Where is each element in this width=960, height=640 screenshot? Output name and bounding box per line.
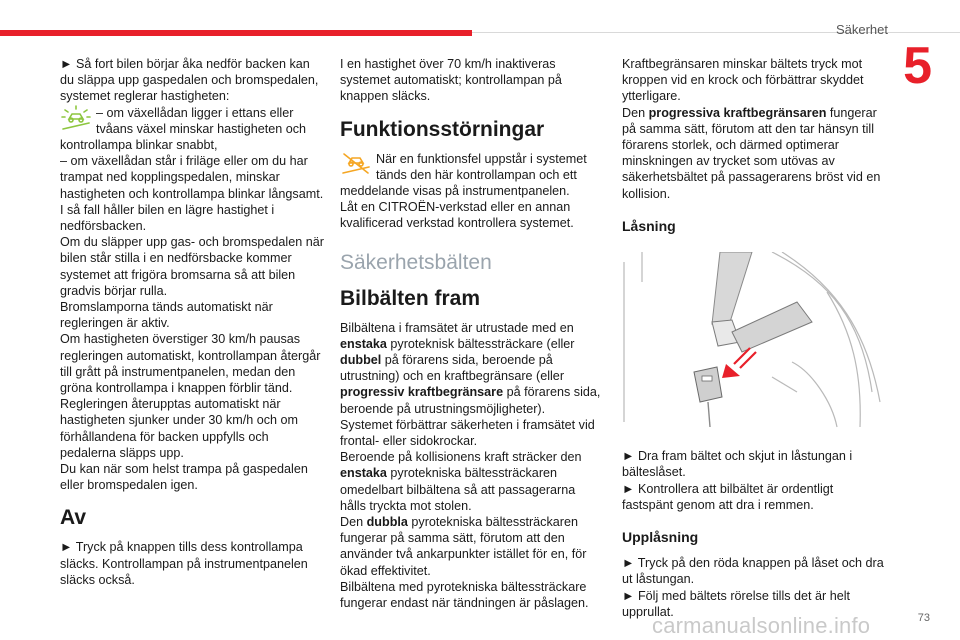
paragraph: När en funktionsfel uppstår i systemet tänds den här kontrollampan och ett bbox=[376, 151, 587, 182]
paragraph: I så fall håller bilen en lägre hastighet i nedförsbacken. bbox=[60, 202, 275, 234]
hill-descent-green-icon bbox=[60, 105, 92, 131]
paragraph: meddelande visas på instrumentpanelen. bbox=[340, 184, 570, 199]
paragraph: I en hastighet över 70 km/h inaktiveras systemet automatiskt; kontrollampan på knappen släcks. bbox=[340, 57, 562, 104]
paragraph: ► Så fort bilen börjar åka nedför backen kan du släppa upp gaspedalen och bromspedalen, systemet reglerar hastigheten: bbox=[60, 57, 319, 104]
page-number: 73 bbox=[917, 612, 930, 624]
paragraph: Kraftbegränsaren minskar bältets tryck mot kroppen vid en krock och förbättrar skyddet ytterligare. bbox=[622, 57, 864, 104]
hill-descent-fault-orange-icon bbox=[340, 151, 372, 177]
paragraph: ► Dra fram bältet och skjut in låstungan i bälteslåset. bbox=[622, 449, 853, 480]
paragraph: Systemet förbättrar säkerheten i framsätet vid frontal- eller sidokrockar. bbox=[340, 417, 595, 449]
seat-belt-illustration bbox=[622, 252, 884, 432]
heading-unlocking: Upplåsning bbox=[622, 529, 699, 546]
heading-malfunctions: Funktionsstörningar bbox=[340, 117, 545, 141]
header-accent-bar bbox=[0, 30, 472, 36]
paragraph: ► Följ med bältets rörelse tills det är helt upprullat. bbox=[622, 588, 851, 619]
paragraph: Bilbältena med pyrotekniska bältessträckare fungerar endast när tändningen är påslagen. bbox=[340, 579, 589, 611]
paragraph: Bilbältena i framsätet är utrustade med en enstaka pyroteknisk bältessträckare (eller dubbel på förarens sida, beroende på utrustning) och en kraftbegränsare (eller progressiv kraftbegränsare på förarens sida, beroende på utrustningsmöjligheter). bbox=[340, 320, 601, 416]
chapter-number: 5 bbox=[903, 37, 932, 95]
paragraph: Den progressiva kraftbegränsaren fungerar på samma sätt, förutom att den tar hänsyn till förarens storlek, och därmed optimerar minskningen av trycket som utövas av säkerhetsbältet på passagerarens bröst vid en kollision. bbox=[622, 105, 881, 201]
heading-front-belts: Bilbälten fram bbox=[340, 286, 481, 310]
icon-paragraph bbox=[60, 105, 324, 137]
paragraph: Om hastigheten överstiger 30 km/h pausas regleringen automatiskt, kontrollampan återgår till grått på instrumentpanelen, medan den gröna kontrollampa i knappen förblir tänd. bbox=[60, 332, 321, 396]
paragraph: Om du släpper upp gas- och bromspedalen när bilen står stilla i en nedförsbacke kommer systemet att frigöra bromsarna så att bilen gradvis börjar rulla. bbox=[60, 235, 324, 298]
watermark: carmanualsonline.info bbox=[652, 613, 871, 638]
paragraph: Du kan när som helst trampa på gaspedalen eller bromspedalen igen. bbox=[60, 462, 308, 493]
heading-seat-belts: Säkerhetsbälten bbox=[340, 250, 492, 274]
heading-av: Av bbox=[60, 506, 87, 530]
paragraph: Bromslamporna tänds automatiskt när regleringen är aktiv. bbox=[60, 300, 273, 331]
paragraph: – om växellådan står i friläge eller om du har trampat ned kopplingspedalen, minskar hastigheten och kontrollampa blinkar långsamt. bbox=[60, 154, 324, 201]
section-title: Säkerhet bbox=[835, 22, 888, 37]
icon-paragraph bbox=[340, 151, 602, 183]
heading-locking: Låsning bbox=[622, 217, 676, 234]
paragraph: ► Tryck på den röda knappen på låset och dra ut låstungan. bbox=[622, 556, 884, 587]
paragraph: kontrollampa blinkar snabbt, bbox=[60, 138, 218, 153]
paragraph: ► Kontrollera att bilbältet är ordentligt fastspänt genom att dra i remmen. bbox=[622, 481, 834, 512]
paragraph: ► Tryck på knappen tills dess kontrollampa släcks. Kontrollampan på instrumentpanelen släcks också. bbox=[60, 540, 308, 587]
paragraph: – om växellådan ligger i ettans eller tvåans växel minskar hastigheten och bbox=[96, 105, 307, 136]
paragraph: Den dubbla pyrotekniska bältessträckaren fungerar på samma sätt, förutom att den använder två ankarpunkter istället för en, för ökad effektivitet. bbox=[340, 515, 587, 578]
column-3 bbox=[622, 56, 884, 620]
column-1 bbox=[60, 56, 324, 588]
column-2 bbox=[340, 56, 602, 611]
paragraph: Låt en CITROËN-verkstad eller en annan kvalificerad verkstad kontrollera systemet. bbox=[340, 200, 574, 231]
paragraph: Beroende på kollisionens kraft sträcker den enstaka pyrotekniska bältessträckaren omedelbart bilbältena så att passagerarna hålls tryckta mot stolen. bbox=[340, 450, 582, 513]
paragraph: Regleringen återupptas automatiskt när hastigheten sjunker under 30 km/h och om förhållandena för backen uppfylls och pedalerna släpps upp. bbox=[60, 397, 299, 460]
